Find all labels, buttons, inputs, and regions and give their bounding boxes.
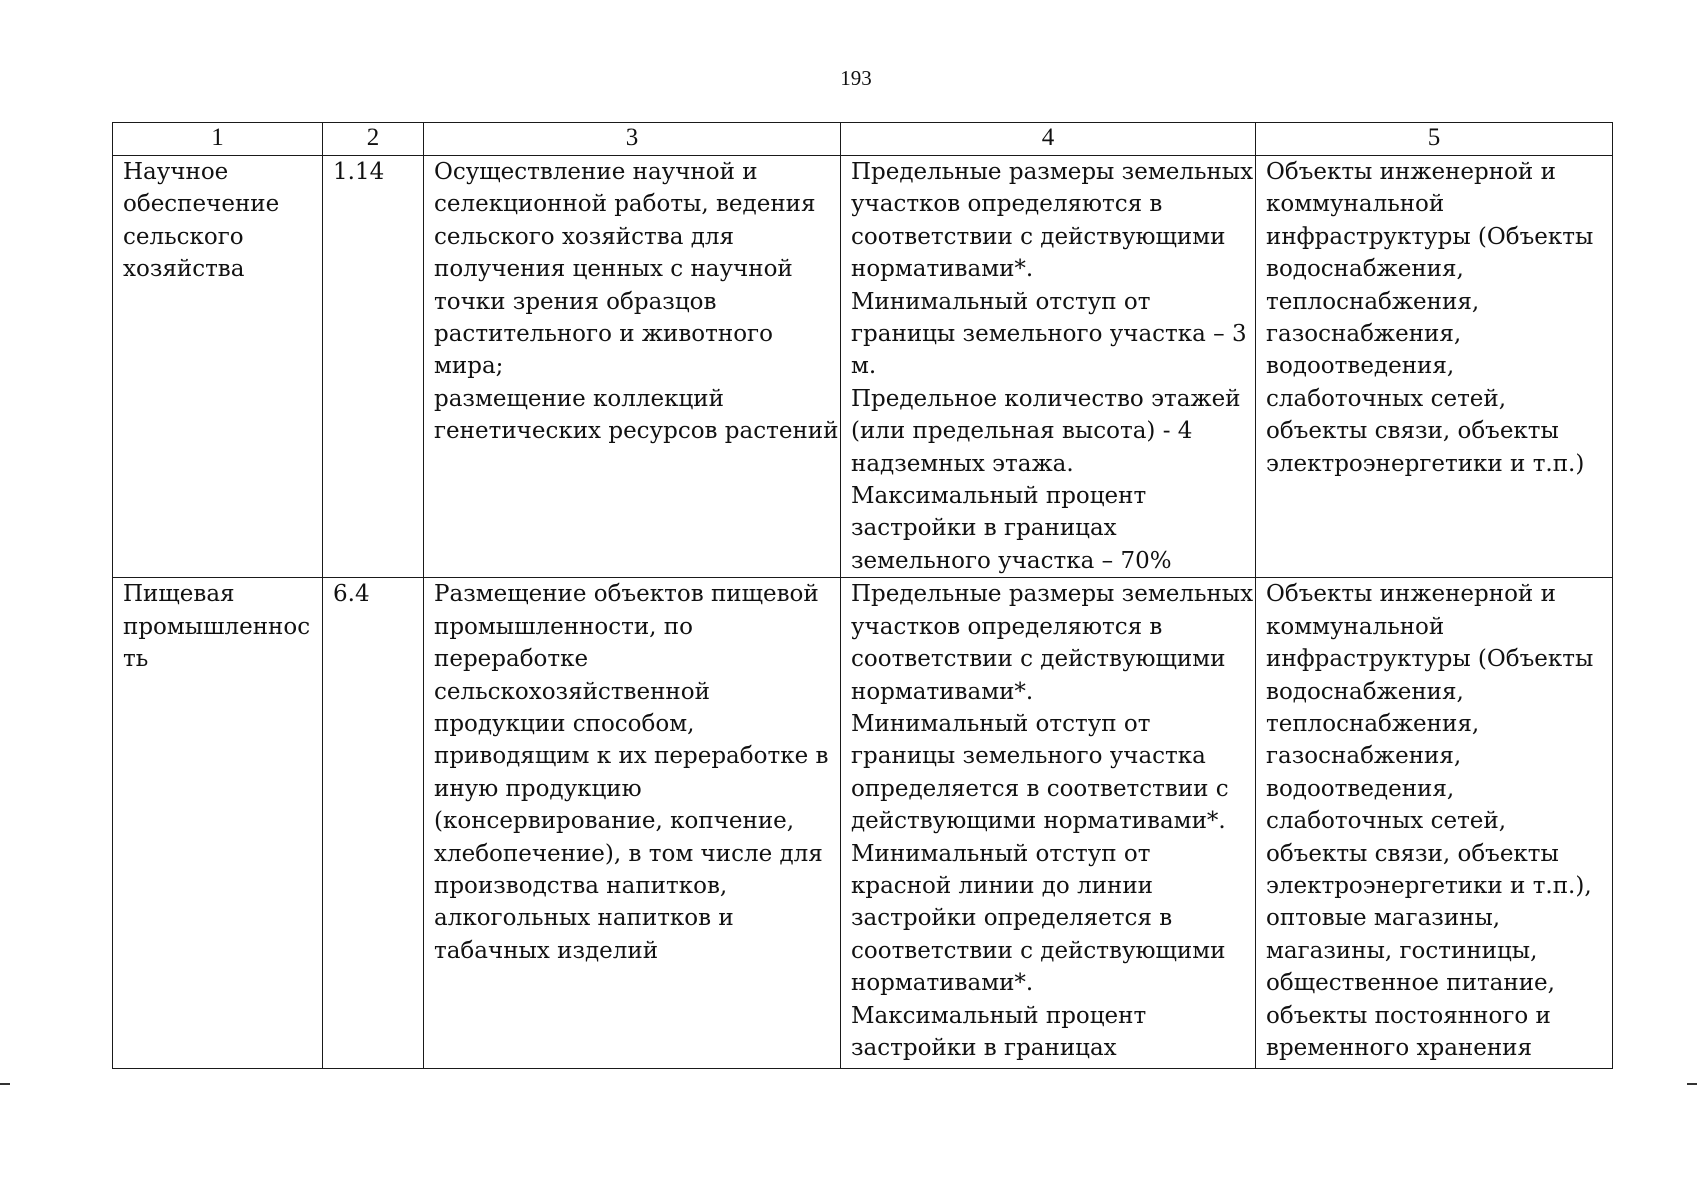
column-header: 1	[113, 123, 323, 156]
cell-line: нормативами*.	[851, 256, 1034, 283]
cell-line: Предельные размеры земельных	[851, 159, 1254, 185]
cell-line: нормативами*.	[851, 678, 1034, 705]
cell-line: земельного участка – 70%	[851, 547, 1172, 574]
cell-line: теплоснабжения,	[1266, 710, 1480, 737]
cell-line: Предельные размеры земельных	[851, 581, 1254, 608]
cell-line: м.	[851, 353, 877, 380]
land-use-name-cell	[113, 578, 323, 1069]
cell-line: Максимальный процент	[851, 1002, 1147, 1029]
parameters-cell	[841, 156, 1256, 578]
cell-line: слаботочных сетей,	[1266, 385, 1507, 412]
cell-line: иную продукцию	[434, 775, 642, 802]
cell-line: хлебопечение), в том числе для	[434, 840, 823, 867]
cell-line: Минимальный отступ от	[851, 288, 1151, 315]
cell-line: ть	[123, 646, 149, 673]
cell-line: Осуществление научной и	[434, 159, 758, 185]
cell-line: общественное питание,	[1266, 970, 1555, 997]
land-use-name-cell	[113, 156, 323, 578]
cell-line: селекционной работы, ведения	[434, 191, 816, 218]
land-use-code-cell	[323, 578, 424, 1069]
left-margin-mark	[0, 1083, 10, 1085]
cell-line: застройки определяется в	[851, 905, 1173, 932]
description-cell	[424, 578, 841, 1069]
cell-line: водоснабжения,	[1266, 256, 1464, 283]
cell-line: производства напитков,	[434, 872, 728, 899]
cell-line: застройки в границах	[851, 515, 1117, 542]
cell-line: объекты постоянного и	[1266, 1002, 1551, 1029]
column-header: 4	[841, 123, 1256, 156]
cell-line: временного хранения	[1266, 1034, 1533, 1061]
cell-line: участков определяются в	[851, 191, 1163, 218]
cell-line: табачных изделий	[434, 937, 659, 964]
cell-line: границы земельного участка – 3	[851, 321, 1247, 348]
cell-line: газоснабжения,	[1266, 321, 1462, 348]
page-number: 193	[840, 66, 872, 90]
cell-line: переработке	[434, 646, 589, 673]
cell-line: коммунальной	[1266, 613, 1445, 640]
cell-line: электроэнергетики и т.п.),	[1266, 872, 1592, 899]
cell-line: сельского	[123, 223, 244, 250]
cell-line: объекты связи, объекты	[1266, 418, 1559, 445]
cell-line: промышленности, по	[434, 613, 693, 640]
cell-line: электроэнергетики и т.п.)	[1266, 450, 1585, 477]
cell-line: Объекты инженерной и	[1266, 581, 1556, 608]
cell-line: сельского хозяйства для	[434, 223, 734, 250]
cell-line: водоотведения,	[1266, 775, 1455, 802]
cell-line: соответствии с действующими	[851, 937, 1226, 964]
column-header: 3	[424, 123, 841, 156]
column-header: 2	[323, 123, 424, 156]
description-cell	[424, 156, 841, 578]
cell-line: газоснабжения,	[1266, 743, 1462, 770]
table-row	[113, 156, 1613, 578]
auxiliary-uses-cell	[1256, 578, 1613, 1069]
right-margin-mark	[1687, 1083, 1697, 1085]
zoning-table	[112, 122, 1613, 1069]
cell-line: обеспечение	[123, 191, 280, 218]
cell-line: действующими нормативами*.	[851, 808, 1226, 835]
cell-line: соответствии с действующими	[851, 223, 1226, 250]
table-row	[113, 578, 1613, 1069]
cell-line: инфраструктуры (Объекты	[1266, 646, 1594, 673]
cell-line: границы земельного участка	[851, 743, 1206, 770]
cell-line: коммунальной	[1266, 191, 1445, 218]
cell-line: объекты связи, объекты	[1266, 840, 1559, 867]
cell-line: Научное	[123, 159, 229, 185]
cell-line: инфраструктуры (Объекты	[1266, 223, 1594, 250]
cell-line: оптовые магазины,	[1266, 905, 1501, 932]
land-use-code-cell	[323, 156, 424, 578]
auxiliary-uses-cell	[1256, 156, 1613, 578]
table-header-row	[113, 123, 1613, 156]
cell-line: надземных этажа.	[851, 450, 1074, 477]
cell-line: Минимальный отступ от	[851, 840, 1151, 867]
parameters-cell	[841, 578, 1256, 1069]
cell-line: сельскохозяйственной	[434, 678, 710, 705]
cell-line: Предельное количество этажей	[851, 385, 1241, 412]
cell-line: мира;	[434, 353, 504, 380]
cell-line: алкогольных напитков и	[434, 905, 734, 932]
cell-line: Минимальный отступ от	[851, 710, 1151, 737]
cell-line: Размещение объектов пищевой	[434, 581, 819, 608]
cell-line: точки зрения образцов	[434, 288, 717, 315]
column-header: 5	[1256, 123, 1613, 156]
cell-line: водоснабжения,	[1266, 678, 1464, 705]
cell-line: Объекты инженерной и	[1266, 159, 1556, 185]
cell-line: 1.14	[333, 159, 385, 185]
cell-line: (консервирование, копчение,	[434, 808, 795, 835]
cell-line: соответствии с действующими	[851, 646, 1226, 673]
cell-line: красной линии до линии	[851, 872, 1153, 899]
cell-line: 6.4	[333, 581, 370, 608]
cell-line: Максимальный процент	[851, 483, 1147, 510]
cell-line: (или предельная высота) - 4	[851, 418, 1193, 445]
cell-line: застройки в границах	[851, 1034, 1117, 1061]
cell-line: размещение коллекций	[434, 385, 724, 412]
cell-line: растительного и животного	[434, 321, 773, 348]
cell-line: определяется в соответствии с	[851, 775, 1229, 802]
cell-line: генетических ресурсов растений	[434, 418, 839, 445]
cell-line: хозяйства	[123, 256, 245, 283]
cell-line: участков определяются в	[851, 613, 1163, 640]
cell-line: продукции способом,	[434, 710, 695, 737]
cell-line: приводящим к их переработке в	[434, 743, 829, 770]
cell-line: Пищевая	[123, 581, 235, 608]
cell-line: нормативами*.	[851, 970, 1034, 997]
cell-line: слаботочных сетей,	[1266, 808, 1507, 835]
cell-line: промышленнос	[123, 613, 311, 640]
cell-line: магазины, гостиницы,	[1266, 937, 1538, 964]
cell-line: теплоснабжения,	[1266, 288, 1480, 315]
cell-line: получения ценных с научной	[434, 256, 793, 283]
cell-line: водоотведения,	[1266, 353, 1455, 380]
